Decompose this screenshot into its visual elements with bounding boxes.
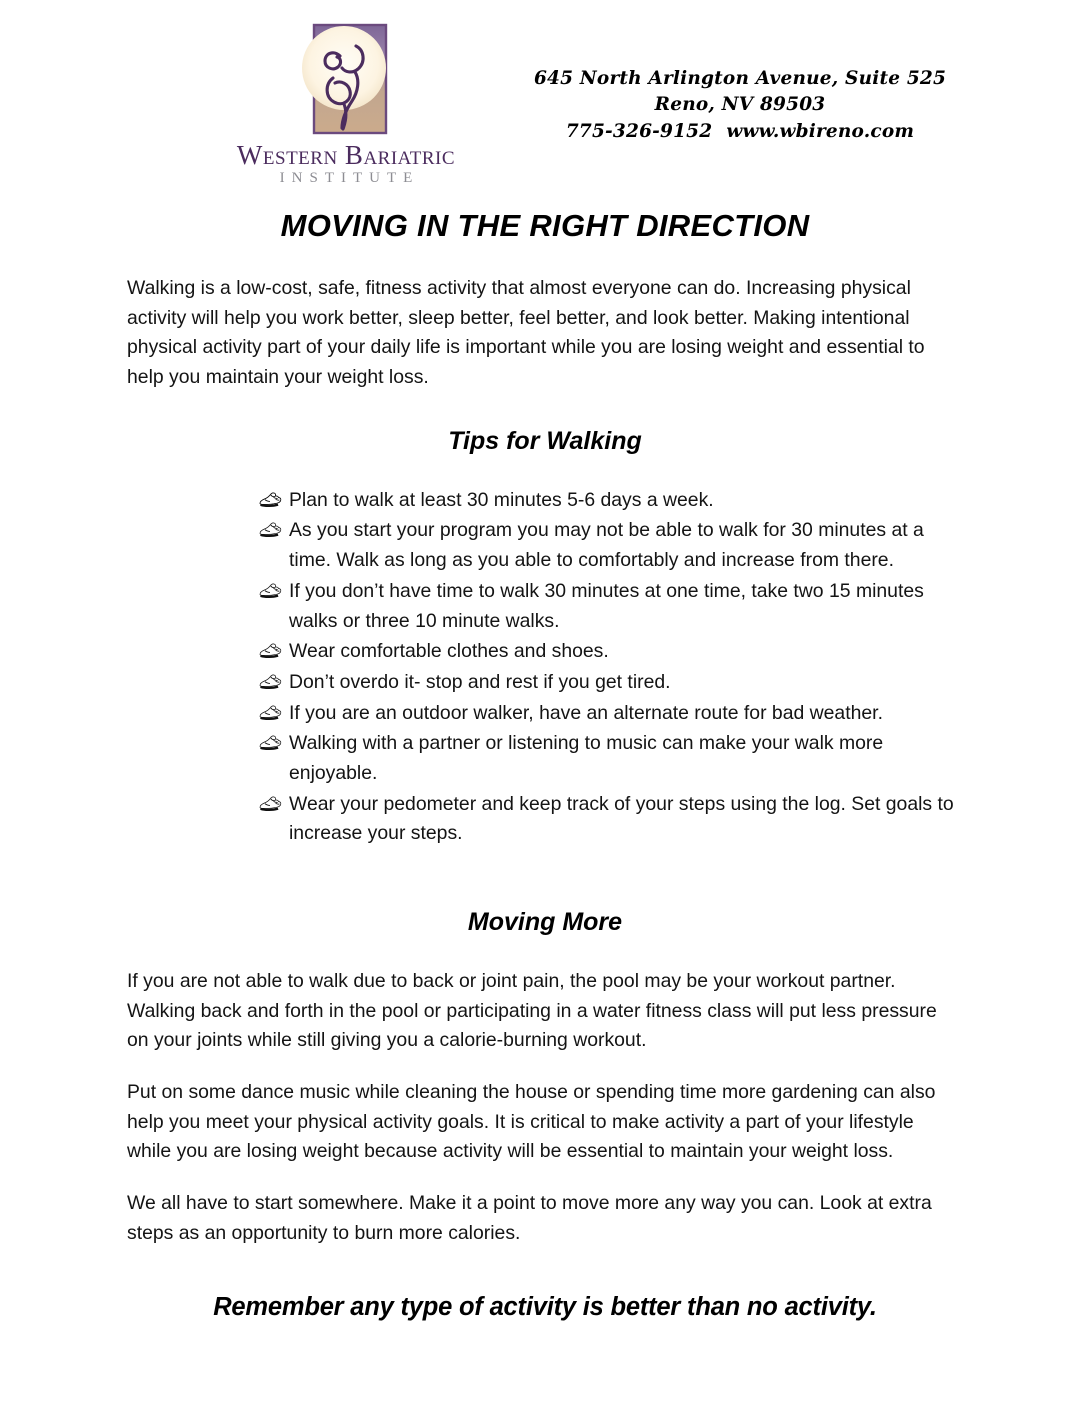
- tips-list: [127, 486, 963, 849]
- spacer: [127, 850, 963, 908]
- walking-shoe-icon: [257, 702, 283, 722]
- list-item: [257, 577, 963, 636]
- page-title: MOVING IN THE RIGHT DIRECTION: [280, 208, 810, 243]
- spacer: [127, 1056, 963, 1078]
- list-item: [257, 729, 963, 788]
- website-url[interactable]: www.wbireno.com: [726, 120, 915, 142]
- closing-statement: Remember any type of activity is better than no activity.: [213, 1292, 877, 1321]
- page-header: [0, 0, 1088, 200]
- list-item-text: Don’t overdo it- stop and rest if you get tired.: [289, 670, 671, 693]
- intro-paragraph: Walking is a low-cost, safe, fitness activity that almost everyone can do. Increasing physical activity will help you work better, sleep better, feel better, and look better. Making intentional physical activity part of your daily life is important while you are losing weight and essential to help you maintain your weight loss.: [127, 277, 925, 389]
- spacer: [127, 244, 963, 274]
- list-item-text: Wear comfortable clothes and shoes.: [289, 640, 609, 663]
- moving-more-paragraph-1: If you are not able to walk due to back or joint pain, the pool may be your workout partner. Walking back and forth in the pool or participating in a water fitness class will put less pressure on your joints while still giving you a calorie-burning workout.: [127, 970, 937, 1052]
- western-bariatric-figure-logo-icon: [300, 22, 392, 139]
- list-item-text: Plan to walk at least 30 minutes 5-6 days a week.: [289, 488, 714, 511]
- walking-shoe-icon: [257, 519, 283, 539]
- walking-shoe-icon: [257, 640, 283, 660]
- walking-shoe-icon: [257, 580, 283, 600]
- document-body: [0, 208, 1088, 1322]
- spacer: [127, 393, 963, 427]
- list-item-text: Wear your pedometer and keep track of your steps using the log. Set goals to increase your steps.: [289, 792, 954, 845]
- tips-section-heading: Tips for Walking: [448, 426, 642, 455]
- walking-shoe-icon: [257, 489, 283, 509]
- moving-more-paragraph-2: Put on some dance music while cleaning the house or spending time more gardening can also help you meet your physical activity goals. It is critical to make activity a part of your lifestyle while you are losing weight because activity will be essential to maintain your weight loss.: [127, 1081, 936, 1163]
- company-logo: [215, 22, 477, 187]
- list-item-text: If you are an outdoor walker, have an alternate route for bad weather.: [289, 701, 883, 724]
- list-item: [257, 790, 963, 849]
- list-item: [257, 516, 963, 575]
- clinic-address-block: [520, 66, 960, 145]
- logo-sub-name: INSTITUTE: [279, 170, 420, 187]
- list-item: [257, 668, 963, 698]
- logo-company-name: Western Bariatric: [236, 140, 456, 170]
- list-item: [257, 699, 963, 729]
- walking-shoe-icon: [257, 793, 283, 813]
- moving-more-section-heading: Moving More: [467, 908, 623, 936]
- spacer: [127, 1249, 963, 1293]
- list-item: [257, 486, 963, 516]
- list-item-text: Walking with a partner or listening to music can make your walk more enjoyable.: [289, 732, 884, 784]
- address-street: 645 North Arlington Avenue, Suite 525: [533, 68, 947, 89]
- moving-more-paragraph-3: We all have to start somewhere. Make it a point to move more any way you can. Look at extra steps as an opportunity to burn more calories.: [127, 1192, 932, 1244]
- contact-line: [520, 119, 960, 145]
- list-item-text: If you don’t have time to walk 30 minutes at one time, take two 15 minutes walks or three 10 minute walks.: [289, 579, 924, 632]
- list-item: [257, 637, 963, 667]
- walking-shoe-icon: [257, 732, 283, 752]
- spacer: [127, 456, 963, 486]
- phone-number: 775-326-9152: [565, 120, 713, 142]
- spacer: [127, 937, 963, 967]
- walking-shoe-icon: [257, 671, 283, 691]
- address-city-state-zip: Reno, NV 89503: [654, 94, 826, 116]
- spacer: [127, 1167, 963, 1189]
- list-item-text: As you start your program you may not be able to walk for 30 minutes at a time. Walk as long as you able to comfortably and increase from there.: [289, 519, 924, 572]
